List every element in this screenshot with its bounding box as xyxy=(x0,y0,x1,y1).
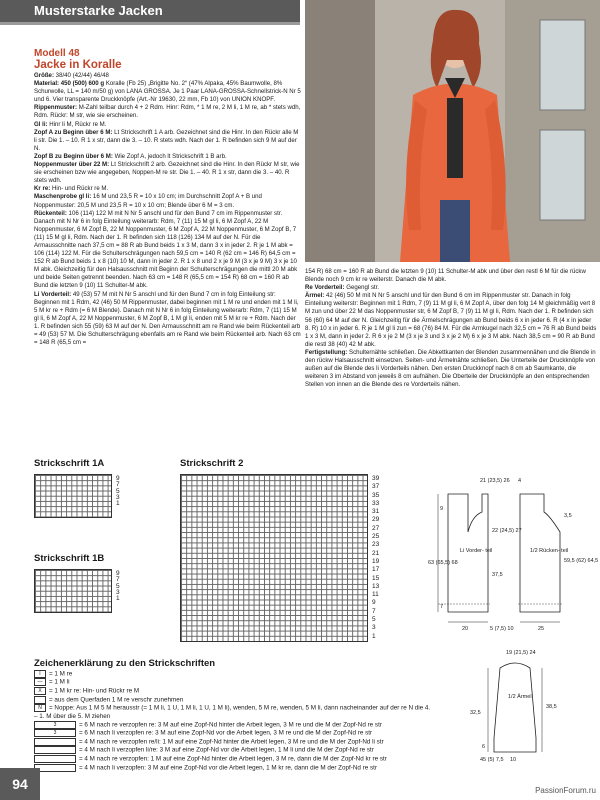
dim-back-height: 59,5 (62) 64,5 xyxy=(564,558,598,564)
paragraph-garter: Kr re: Hin- und Rückr re M. xyxy=(34,185,109,193)
legend-item: = aus dem Querfaden 1 M re verschr zunehmen xyxy=(34,696,434,705)
legend-item: 3 = 6 M nach re verzopfen re: 3 M auf eine Zopf-Nd hinter die Arbeit legen, 3 M re und die M der Zopf-Nd re str xyxy=(34,721,434,730)
chart-1b-row-numbers: 9 7 5 3 1 xyxy=(116,570,120,603)
paragraph-bobble: Noppenmuster über 22 M: Lt Strickschrift 2 arb. Gezeichnet sind die Hinr. In den Rückr M str, wie sie erscheinen bzw wie angegeben, Noppen-M re str. Die 1. – 40. R 1 x str, dann die 3. – 40. R stets wdh. xyxy=(34,161,300,185)
legend-item: = 4 M nach li verzopfen li/re: 3 M auf eine Zopf-Nd vor die Arbeit legen, 1 M li und die M der Zopf-Nd re str xyxy=(34,746,434,755)
paragraph-rib: Rippenmuster: M-Zahl teilbar durch 4 + 2 Rdm. Hinr: Rdm, * 1 M re, 2 M li, 1 M re, ab * stets wdh, Rdm. Rückr: M str, wie sie erscheinen. xyxy=(34,104,301,120)
chart-1b-title: Strickschrift 1B xyxy=(34,553,105,564)
dim-height: 63 (65,5) 68 xyxy=(428,560,458,566)
watermark: PassionForum.ru xyxy=(535,786,596,795)
dim-collar: 3,5 xyxy=(564,513,572,519)
paragraph-size: Größe: 38/40 (42/44) 46/48 xyxy=(34,72,109,79)
dim-sleeve-h1: 32,5 xyxy=(470,710,481,716)
model-title: Jacke in Koralle xyxy=(34,59,122,71)
garment-schematic xyxy=(428,472,598,642)
legend-item: = 4 M nach li verzopfen: 3 M auf eine Zopf-Nd vor die Arbeit legen, 1 M kr re, dann die M der Zopf-Nd re str xyxy=(34,764,434,773)
paragraph-stockinette: Gl li: Hinr li M, Rückr re M. xyxy=(34,120,107,128)
chart-2-grid xyxy=(180,474,368,642)
paragraph-left-front: Li Vorderteil: 49 (53) 57 M mit N Nr 5 anschl und für den Bund 7 cm in folg Einteilung str: Beginnen mit 1 Rdm, 42 (46) 50 M Rippenmuster, dabei beginnen mit 1 M re und enden mit 1 M li, 5 M kr re + Rdm (= 6 M Blende). Danach mit N Nr 6 in folg Einteilung weiterarb: Rdm, 7 (11) 15 M gl li, 6 M Zopf A, 22 M Noppenmuster, 6 M Zopf B, 1 M gl li, enden mit 5 M kr re + Rdm. Nach der 1. R befinden sich 55 (59) 63 M auf der N. Den Armausschnitt am re Rand wie beim Rückenteil arb = 49 (53) 57 M. Die Schulterschrägung ebenfalls am re Rand wie beim Rückenteil arb. Nach 63 cm = 148 R (65,5 cm = xyxy=(34,290,301,347)
legend-item: X = 1 M kr re: Hin- und Rückr re M xyxy=(34,687,434,696)
header-rule xyxy=(0,22,300,25)
label-sleeve: 1/2 Ärmel xyxy=(508,694,532,700)
paragraph-finishing: Fertigstellung: Schulternähte schließen. Die Abkettkanten der Blenden zusammennähen und die Blende in den rückw Halsausschnitt einsetzen. Seiten- und Ärmelnähte schließen. Die Unterteile der Druckknöpfe von außen auf die Blende des li Vorderteils nähen. Den ersten Druckknopf nach 8 cm ab Saumkante, die weiteren 3 im Abstand von jeweils 8 cm aufnähen. Die Oberteile der Druckknöpfe an den entsprechenden Stellen von innen an die Blende des re Vorderteils nähen. xyxy=(305,348,596,389)
sleeve-schematic xyxy=(470,648,580,768)
dim-armhole: 37,5 xyxy=(492,572,503,578)
legend-item: I = 1 M re xyxy=(34,670,434,679)
model-number: Modell 48 xyxy=(34,48,80,59)
dim-top: 21 (23,5) 26 xyxy=(480,478,510,484)
dim-band-width: 5 (7,5) 10 xyxy=(490,626,514,632)
paragraph-gauge: Maschenprobe gl li: 16 M und 23,5 R = 10 x 10 cm; im Durchschnitt Zopf A + B und Noppenmuster: 20,5 M und 23,5 R = 10 x 10 cm; Blende über 6 M = 3 cm. xyxy=(34,193,262,209)
paragraph-cable-a: Zopf A zu Beginn über 6 M: Lt Strickschrift 1 A arb. Gezeichnet sind die Hinr. In den Rückr alle M li str. Die 1. – 10. R 1 x str, dann die 3. – 10. R stets wdh. Nach der 1. R befinden sich 9 M auf der N. xyxy=(34,128,299,152)
chart-2-row-numbers: 39 37 35 33 31 29 27 25 23 21 19 17 15 13 11 9 7 5 3 1 xyxy=(372,475,380,640)
paragraph-material: Material: 450 (500) 600 g Koralle (Fb 25) „Brigitte No. 2“ (47% Alpaka, 45% Baumwolle, 8% Schurwolle, LL = 140 m/50 g) von LANA GROSSA. Je 1 Paar LANA-GROSSA-Schnellstrick-N Nr 5 und 6. Vier transparente Druckknöpfe (Art.-Nr 19630, 22 mm, Fb 10) von UNION KNOPF. xyxy=(34,80,301,104)
dim-front-width: 20 xyxy=(462,626,469,632)
instructions-left-column xyxy=(34,48,302,347)
chart-1b-grid xyxy=(34,569,112,613)
dim-back-width: 25 xyxy=(538,626,545,632)
paragraph-sleeve: Ärmel: 42 (46) 50 M mit N Nr 5 anschl und für den Bund 6 cm im Rippenmuster str. Danach in folg Einteilung weiterstr: Beginnen mit 1 Rdm, 7 (9) 11 M gl li, 6 M Zopf A, über den folg 14 M gleichmäßig vert 8 M zun und über 22 M das Noppenmuster str, 6 M Zopf B, 7 (9) 11 M gl li, Rdm. Nach der 1. R befinden sich 56 (60) 64 M auf der N. Gleichzeitig für die Ärmelschrägungen ab Bund beids 6 x in jeder 6. R (4 x in jeder 8. R) 10 x in jeder 6. R je 1 M gl li zun = 68 (76) 84 M. Für die Armkugel nach 32,5 cm = 76 R ab Bund beids 1 x 3 M, dann in jeder 2. R 6 x je 2 M (3 x je 3 und 3 x je 2 M) 6 x je 3 M abk. Nach 38,5 cm = 90 R ab Bund die restl 38 (40) 42 M abk. xyxy=(305,292,597,348)
label-back: 1/2 Rücken- teil xyxy=(530,548,569,554)
paragraph-right-front: Re Vorderteil: Gegengl str. xyxy=(305,284,380,292)
label-front: Li Vorder- teil xyxy=(460,548,493,554)
chart-1a-row-numbers: 9 7 5 3 1 xyxy=(116,475,120,508)
section-header xyxy=(0,0,300,22)
legend-item: N = Noppe: Aus 1 M 5 M herausstr (= 1 M li, 1 U, 1 M li, 1 U, 1 M li), wenden, 5 M re, wenden, 5 M li, dann nacheinander auf der re N die 4. – 1. M über die 5. M ziehen xyxy=(34,704,431,720)
page-number: 94 xyxy=(0,768,40,800)
paragraph-continued: 154 R) 68 cm = 160 R ab Bund die letzten 9 (10) 11 Schulter-M abk und über den restl 6 M für die rückw Blende noch 9 cm kr re weiterstr. Danach die M abk. xyxy=(305,268,586,284)
model-photo xyxy=(305,0,600,262)
instructions-right-column xyxy=(305,268,597,389)
chart-1a-title: Strickschrift 1A xyxy=(34,458,105,469)
dim-yoke: 22 (24,5) 27 xyxy=(492,528,522,534)
dim-sleeve-width2: 10 xyxy=(510,757,517,763)
legend-item: = 4 M nach re verzopfen re/li: 1 M auf eine Zopf-Nd hinter die Arbeit legen, 3 M re und die M der Zopf-Nd li str xyxy=(34,738,434,747)
legend-item: 3 = 6 M nach li verzopfen re: 3 M auf eine Zopf-Nd vor die Arbeit legen, 3 M re und die M der Zopf-Nd re str xyxy=(34,729,434,738)
dim-bottom: 7 xyxy=(440,604,444,610)
section-title: Musterstarke Jacken xyxy=(34,3,163,18)
paragraph-back: Rückenteil: 106 (114) 122 M mit N Nr 5 anschl und für den Bund 7 cm im Rippenmuster str. Danach mit N Nr 6 in folg Einteilung weiterarb: Rdm, 7 (11) 15 M gl li, 6 M Zopf A, 22 M Noppenmuster, 6 M Zopf B, 22 M Noppenmuster, 6 M Zopf A, 22 M Noppenmuster, 6 M Zopf B, 7 (11) 15 M gl li, Rdm. Nach der 1. R befinden sich 118 (126) 134 M auf der N. Für die Armausschnitte nach 37,5 cm = 88 R ab Bund beids 1 x 3 M, dann 3 x in jeder 2. R je 1 M abk = 106 (114) 122 M. Für die Schulterschrägungen nach 59,5 cm = 140 R (62 cm = 146 R) 64,5 cm = 152 R ab Bund beids 1 x 8 (10) 10 M, dann in jeder 2. R 1 x 8 und 2 x je 9 M (3 x je 9 M) 3 x je 10 M abk. Gleichzeitig für den Halsausschnitt mit Beginn der Schulterschrägungen die mittl 20 M abk und beide Seiten getrennt beenden. Nach 63 cm = 148 R (65,5 cm = 154 R) 68 cm = 160 R ab Bund die letzten 9 (10) 11 Schulter-M abk. xyxy=(34,209,298,290)
symbol-legend xyxy=(34,660,434,772)
legend-item: = 4 M nach re verzopfen: 1 M auf eine Zopf-Nd hinter die Arbeit legen, 3 M re, dann die M der Zopf-Nd kr re str xyxy=(34,755,434,764)
dim-sleeve-h2: 38,5 xyxy=(546,704,557,710)
dim-sleeve-top: 19 (21,5) 24 xyxy=(506,650,536,656)
dim-sleeve-cuff: 6 xyxy=(482,744,486,750)
dim-sleeve-width: 45 (5) 7,5 xyxy=(480,757,504,763)
dim-top-small: 4 xyxy=(518,478,522,484)
legend-title: Zeichenerklärung zu den Strickschriften xyxy=(34,658,216,669)
dim-neck: 9 xyxy=(440,506,444,512)
paragraph-cable-b: Zopf B zu Beginn über 6 M: Wie Zopf A, jedoch lt Strickschrift 1 B arb. xyxy=(34,152,227,160)
chart-1a-grid xyxy=(34,474,112,518)
chart-2-title: Strickschrift 2 xyxy=(180,458,244,469)
legend-item: — = 1 M li xyxy=(34,678,434,687)
